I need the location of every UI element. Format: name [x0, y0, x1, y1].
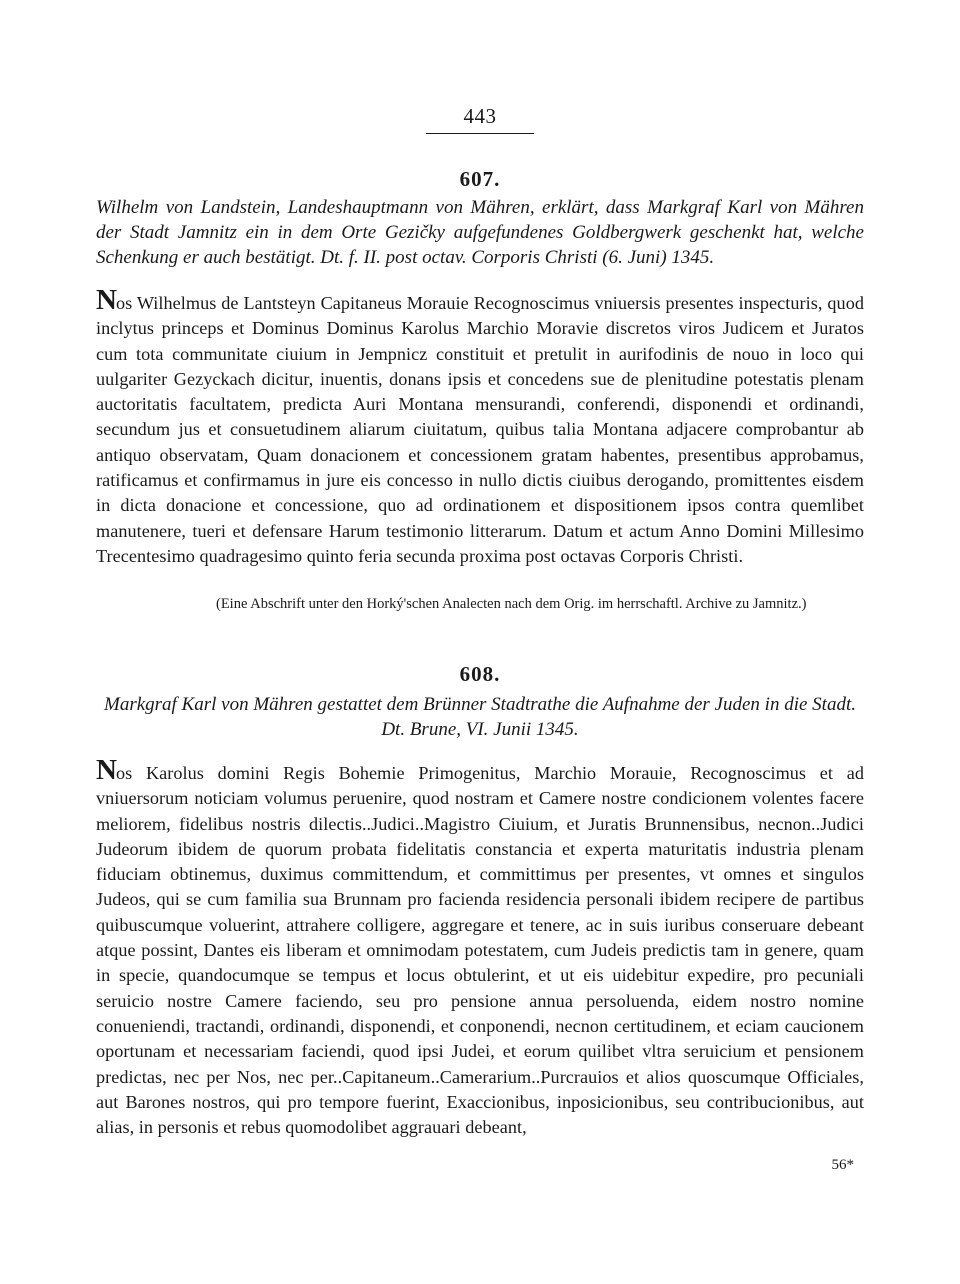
header-rule	[426, 133, 534, 134]
document-title-608: Markgraf Karl von Mähren gestattet dem Brünner Stadtrathe die Aufnahme der Juden in die Stadt. Dt. Brune, VI. Junii 1345.	[104, 694, 856, 740]
document-body-608	[96, 756, 864, 1140]
document-body-text: os Wilhelmus de Lantsteyn Capitaneus Morauie Recognoscimus vniuersis presentes inspecturis, quod inclytus princeps et Dominus Dominus Karolus Marchio Moravie discretos viros Judicem et Juratos cum tota communitate ciuium in Jempnicz constituit et pretulit in aurifodinis de nouo in loco qui uulgariter Gezyckach dicitur, inuentis, donans ipsis et concedens sue de plenitudine potestatis plenam auctoritatis facultatem, predicta Auri Montana mensurandi, conferendi, disponendi et ordinandi, secundum jus et consuetudinem aliarum ciuitatum, quibus talia Montana adjacere comprobantur ab antiquo observatam, Quam donacionem et concessionem gratam habentes, presentibus approbamus, ratificamus et confirmamus in jure eis concesso in nullo dictis ciuibus derogando, promittentes eisdem in dicta donacione et concessione, quo ad ordinationem et dispositionem ipsos contra quemlibet manutenere, tueri et defensare Harum testimonio litterarum. Datum et actum Anno Domini Millesimo Trecentesimo quadragesimo quinto feria secunda proxima post octavas Corporis Christi.	[96, 293, 864, 566]
document-page	[96, 0, 864, 1284]
initial-letter: N	[96, 284, 116, 316]
document-number-608: 608.	[459, 662, 501, 686]
document-body-text: os Karolus domini Regis Bohemie Primogenitus, Marchio Morauie, Recognoscimus et ad vniuersorum noticiam volumus peruenire, quod nostram et Camere nostre condicionem volentes facere meliorem, fidelibus nostris dilectis..Judici..Magistro Ciuium, et Juratis Brunnensibus, necnon..Judici Judeorum ibidem de quorum probata fidelitatis constancia et experta maturitatis industria plenam fiduciam obtinemus, duximus committendum, et committimus per presentes, vt omnes et singulos Judeos, qui se cum familia sua Brunnam pro facienda residencia personali ibidem recipere de partibus quibuscumque voluerint, attrahere colligere, aggregare et tenere, ac in suis iuribus conseruare debeant atque possint, Dantes eis liberam et omnimodam potestatem, cum Judeis predictis tam in genere, quam in specie, quandocumque se tempus et locus obtulerint, et ut eis uidebitur expedire, pro pecuniali seruicio nostre Camere faciendo, seu pro pensione annua persoluenda, eidem nostro nomine conueniendi, tractandi, ordinandi, disponendi, et conponendi, necnon certitudinem, et eciam caucionem oportunam et necessariam faciendi, quod ipsi Judei, et eorum quilibet vltra seruicium et pensionem predictas, nec per Nos, nec per..Capitaneum..Camerarium..Purcrauios et alios quoscumque Officiales, aut Barones nostros, qui pro tempore fuerint, Exaccionibus, inposicionibus, seu contribucionibus, aut alias, in personis et rebus quomodolibet aggrauari debeant,	[96, 763, 864, 1138]
initial-letter: N	[96, 754, 116, 786]
source-note-607: (Eine Abschrift unter den Horký'schen Analecten nach dem Orig. im herrschaftl. Archive zu Jamnitz.)	[216, 596, 807, 612]
document-number-607: 607.	[459, 167, 501, 191]
document-title-607: Wilhelm von Landstein, Landeshauptmann von Mähren, erklärt, dass Markgraf Karl von Mähren der Stadt Jamnitz ein in dem Orte Gezičky aufgefundenes Goldbergwerk geschenkt hat, welche Schenkung er auch bestätigt. Dt. f. II. post octav. Corporis Christi (6. Juni) 1345.	[96, 197, 864, 268]
page-number: 443	[463, 104, 497, 128]
document-body-607	[96, 286, 864, 569]
footer-signature: 56*	[831, 1157, 854, 1173]
